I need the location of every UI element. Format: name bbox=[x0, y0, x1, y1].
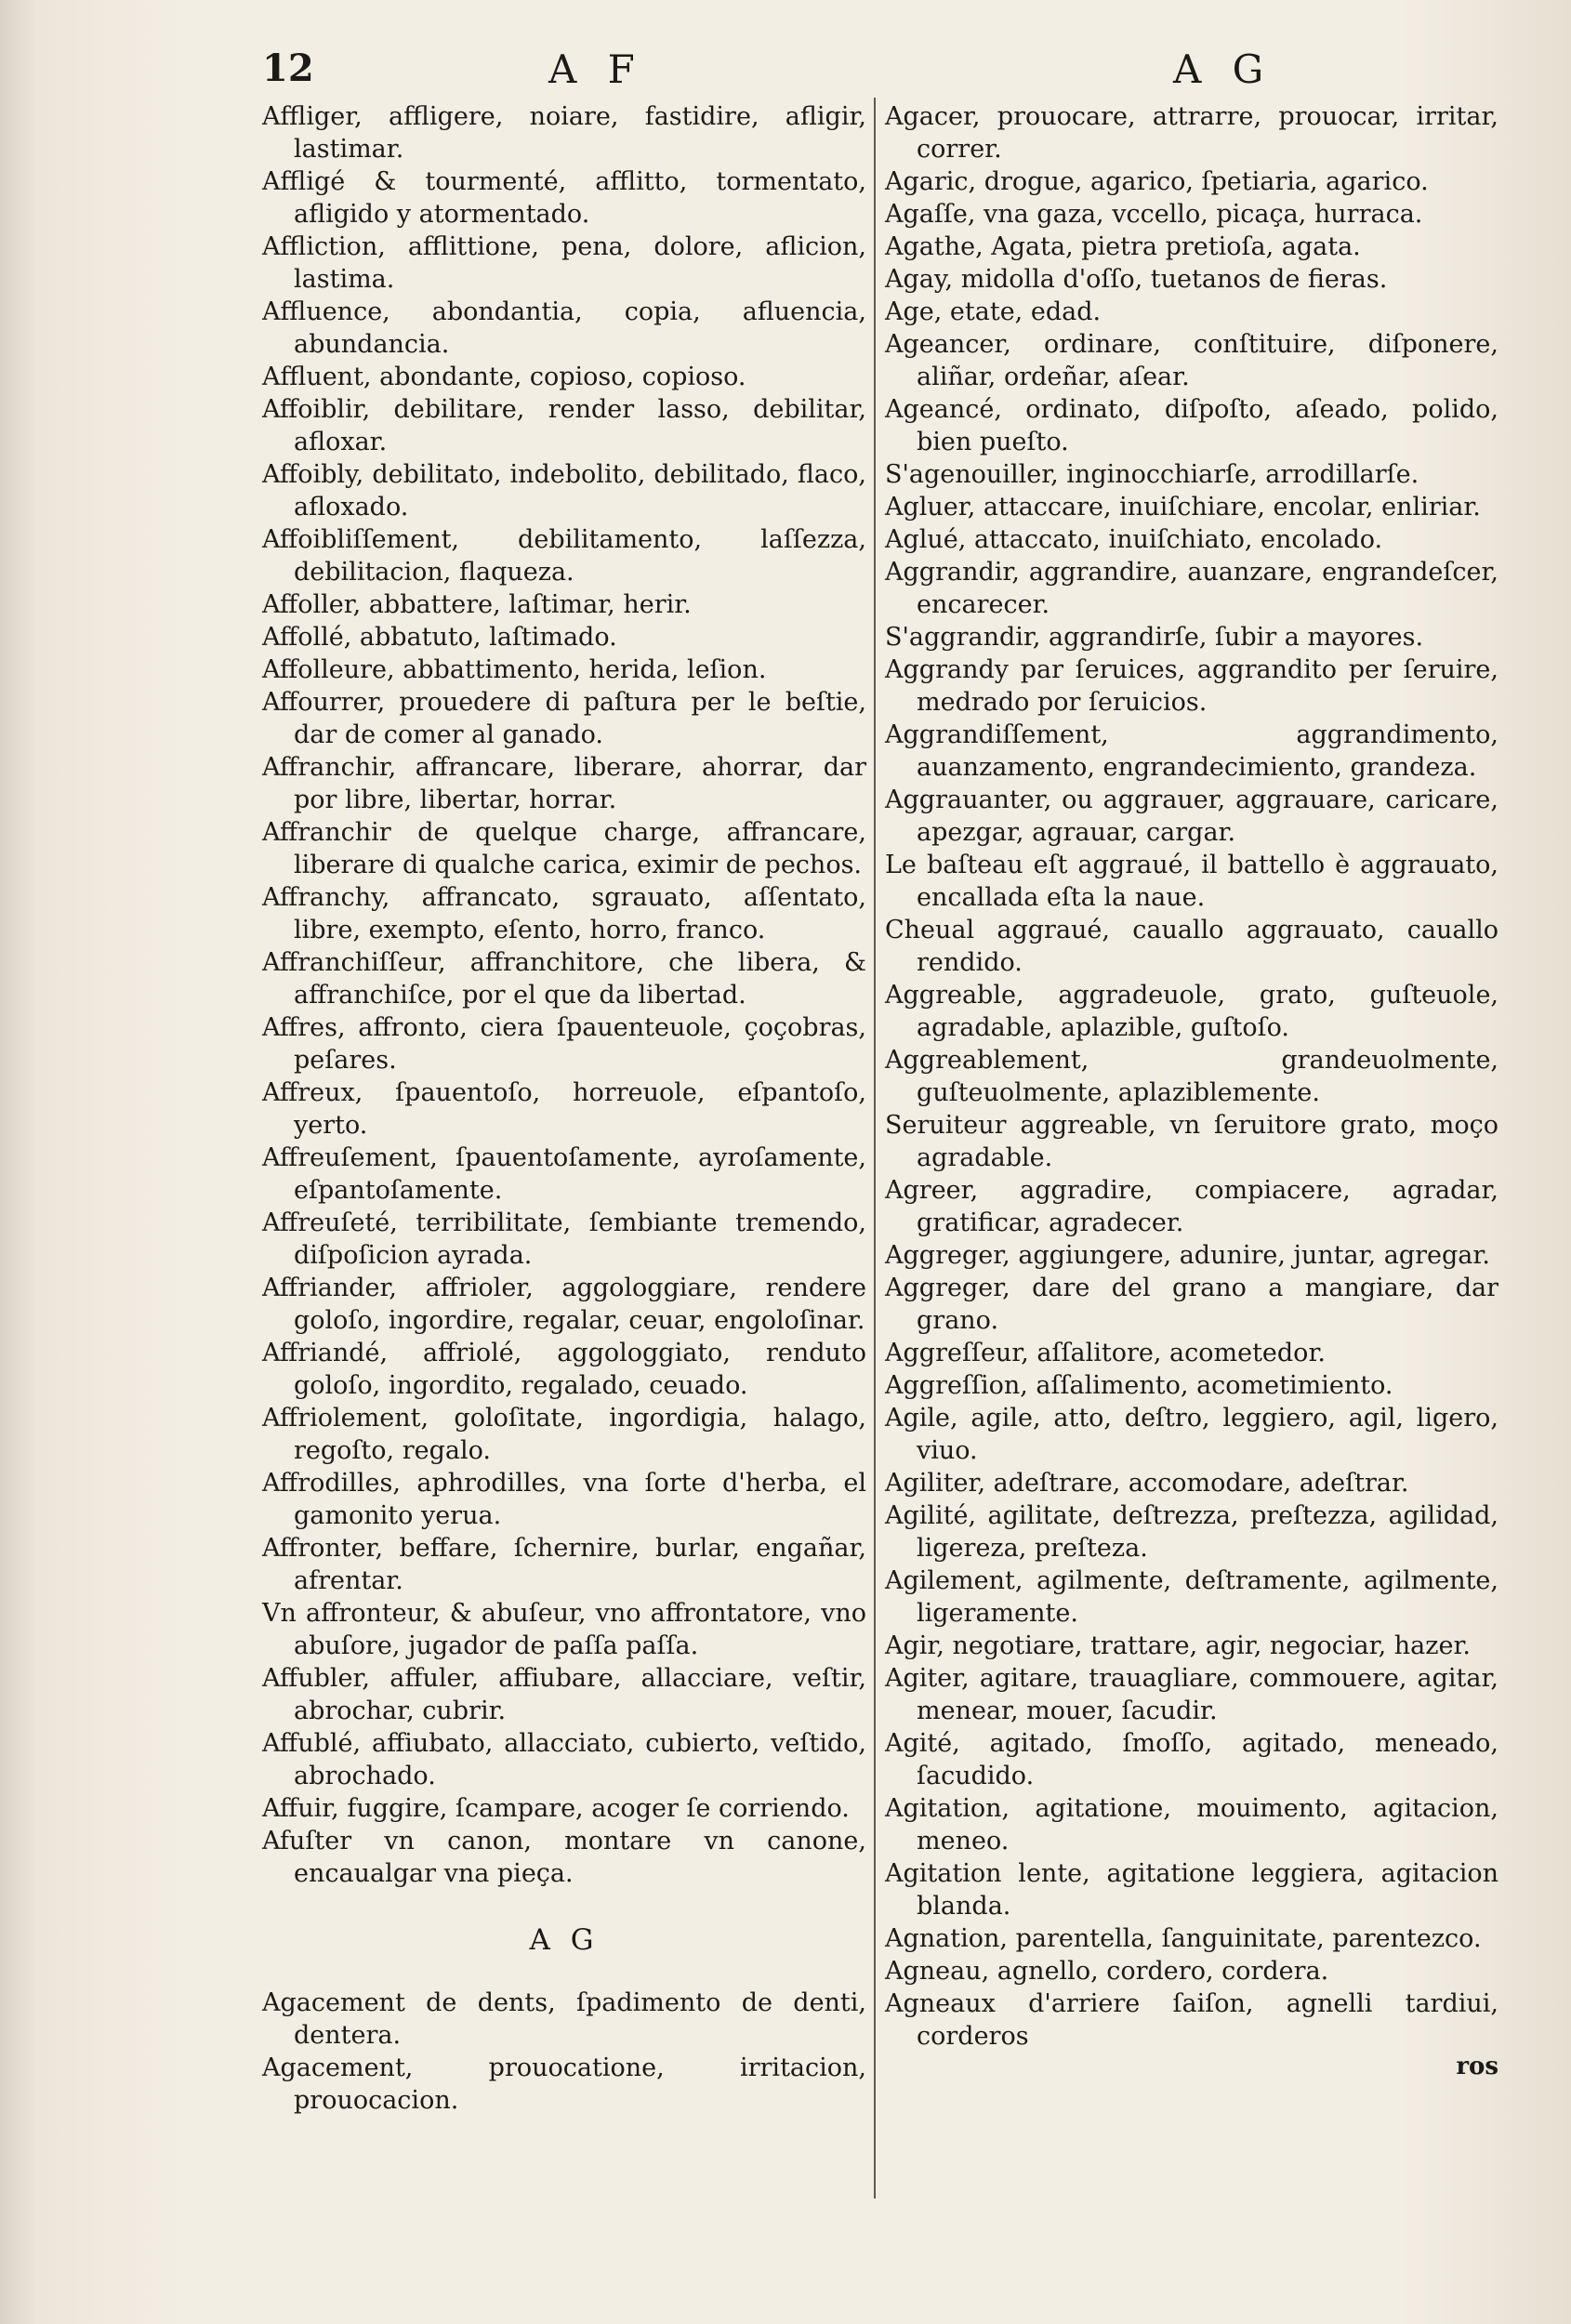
dictionary-entry: Aggreſſeur, aſſalitore, acometedor. bbox=[885, 1339, 1326, 1367]
dictionary-entry: Aglué, attaccato, inuiſchiato, encolado. bbox=[885, 525, 1383, 554]
dictionary-entry: Affligé & tourmenté, afflitto, tormentato, afligido y atormentado. bbox=[262, 167, 866, 229]
dictionary-entry: Agaſſe, vna gaza, vccello, picaça, hurraca. bbox=[885, 200, 1423, 229]
right-entry-list bbox=[885, 100, 1498, 2053]
dictionary-entry: Affranchir de quelque charge, affrancare, liberare di qualche carica, eximir de pechos. bbox=[262, 818, 866, 879]
right-column-heading: A G bbox=[1173, 46, 1274, 92]
running-header bbox=[0, 46, 1571, 102]
dictionary-entry: Agreer, aggradire, compiacere, agradar, gratificar, agradecer. bbox=[885, 1176, 1498, 1237]
dictionary-entry: Agacer, prouocare, attrarre, prouocar, irritar, correr. bbox=[885, 102, 1498, 164]
dictionary-entry: Agité, agitado, ſmoſſo, agitado, meneado, ſacudido. bbox=[885, 1729, 1498, 1790]
dictionary-entry: Affliger, affligere, noiare, fastidire, afligir, lastimar. bbox=[262, 102, 866, 164]
dictionary-entry: Affollé, abbatuto, laſtimado. bbox=[262, 623, 617, 652]
left-column bbox=[262, 100, 866, 2117]
dictionary-entry: Age, etate, edad. bbox=[885, 297, 1102, 326]
dictionary-entry: Agathe, Agata, pietra pretioſa, agata. bbox=[885, 232, 1361, 261]
section-heading: A G bbox=[529, 1923, 600, 1957]
dictionary-entry: Affoller, abbattere, laſtimar, herir. bbox=[262, 590, 692, 619]
dictionary-entry: Affranchir, affrancare, liberare, ahorrar, dar por libre, libertar, horrar. bbox=[262, 753, 866, 814]
dictionary-entry: Agay, midolla d'oſſo, tuetanos de fieras. bbox=[885, 265, 1388, 294]
dictionary-entry: Agir, negotiare, trattare, agir, negociar, hazer. bbox=[885, 1631, 1471, 1660]
dictionary-entry: Aggrandy par ſeruices, aggrandito per ſeruire, medrado por ſeruicios. bbox=[885, 655, 1498, 717]
dictionary-entry: Affreuſement, ſpauentoſamente, ayroſamente, eſpantoſamente. bbox=[262, 1143, 866, 1205]
dictionary-entry: Affriander, affrioler, aggologgiare, rendere goloſo, ingordire, regalar, ceuar, engoloſinar. bbox=[262, 1274, 866, 1335]
dictionary-entry: Aggrandir, aggrandire, auanzare, engrandeſcer, encarecer. bbox=[885, 558, 1498, 619]
dictionary-entry: Agluer, attaccare, inuiſchiare, encolar, enliriar. bbox=[885, 493, 1481, 522]
dictionary-entry: Affublé, affiubato, allacciato, cubierto, veſtido, abrochado. bbox=[262, 1729, 866, 1790]
dictionary-entry: Aggreger, aggiungere, adunire, juntar, agregar. bbox=[885, 1241, 1490, 1270]
right-column bbox=[885, 100, 1498, 2080]
dictionary-entry: Ageancer, ordinare, conſtituire, diſponere, aliñar, ordeñar, aſear. bbox=[885, 330, 1498, 391]
dictionary-entry: Affliction, afflittione, pena, dolore, aflicion, lastima. bbox=[262, 232, 866, 294]
dictionary-entry: Aggreable, aggradeuole, grato, guſteuole, agradable, aplazible, guſtoſo. bbox=[885, 981, 1498, 1042]
dictionary-entry: Affolleure, abbattimento, herida, leſion. bbox=[262, 655, 767, 684]
dictionary-entry: Agilité, agilitate, deſtrezza, preſtezza, agilidad, ligereza, preſteza. bbox=[885, 1501, 1498, 1563]
left-column-heading: A F bbox=[548, 46, 644, 92]
dictionary-entry: Affluence, abondantia, copia, afluencia, abundancia. bbox=[262, 297, 866, 359]
left-ag-entry-list bbox=[262, 1987, 866, 2117]
dictionary-entry: Agneau, agnello, cordero, cordera. bbox=[885, 1957, 1329, 1986]
dictionary-entry: Agaric, drogue, agarico, ſpetiaria, agarico. bbox=[885, 167, 1429, 196]
dictionary-entry: Affluent, abondante, copioso, copioso. bbox=[262, 363, 746, 391]
dictionary-entry: Agile, agile, atto, deſtro, leggiero, agil, ligero, viuo. bbox=[885, 1404, 1498, 1465]
dictionary-entry: Agitation, agitatione, mouimento, agitacion, meneo. bbox=[885, 1794, 1498, 1855]
dictionary-entry: Afuſter vn canon, montare vn canone, encaualgar vna pieça. bbox=[262, 1827, 866, 1888]
dictionary-entry: Affuir, fuggire, ſcampare, acoger ſe corriendo. bbox=[262, 1794, 850, 1823]
dictionary-entry: Affreuſeté, terribilitate, ſembiante tremendo, diſpoſicion ayrada. bbox=[262, 1208, 866, 1270]
dictionary-entry: Affrodilles, aphrodilles, vna ſorte d'herba, el gamonito yerua. bbox=[262, 1469, 866, 1530]
dictionary-entry: Affriandé, affriolé, aggologgiato, renduto goloſo, ingordito, regalado, ceuado. bbox=[262, 1339, 866, 1400]
dictionary-entry: Aggreablement, grandeuolmente, guſteuolmente, aplaziblemente. bbox=[885, 1046, 1498, 1107]
dictionary-entry: Seruiteur aggreable, vn ſeruitore grato, moço agradable. bbox=[885, 1111, 1498, 1172]
dictionary-entry: Agiliter, adeſtrare, accomodare, adeſtrar. bbox=[885, 1469, 1409, 1498]
column-divider bbox=[874, 98, 876, 2199]
dictionary-entry: Agacement de dents, ſpadimento de denti, dentera. bbox=[262, 1988, 866, 2050]
dictionary-entry: Affriolement, goloſitate, ingordigia, halago, regoſto, regalo. bbox=[262, 1404, 866, 1465]
dictionary-entry: Cheual aggraué, cauallo aggrauato, cauallo rendido. bbox=[885, 916, 1498, 977]
dictionary-entry: Agiter, agitare, trauagliare, commouere, agitar, menear, mouer, ſacudir. bbox=[885, 1664, 1498, 1725]
dictionary-entry: Affranchiſſeur, affranchitore, che libera, & affranchiſce, por el que da libertad. bbox=[262, 948, 866, 1010]
dictionary-entry: Affoiblir, debilitare, render lasso, debilitar, afloxar. bbox=[262, 395, 866, 456]
left-entry-list bbox=[262, 100, 866, 1890]
dictionary-entry: Affres, affronto, ciera ſpauenteuole, çoçobras, peſares. bbox=[262, 1013, 866, 1075]
page-number: 12 bbox=[262, 46, 314, 90]
dictionary-entry: Affubler, affuler, affiubare, allacciare, veſtir, abrochar, cubrir. bbox=[262, 1664, 866, 1725]
dictionary-entry: Aggreſſion, aſſalimento, acometimiento. bbox=[885, 1371, 1393, 1400]
catchword: ros bbox=[1456, 2053, 1498, 2080]
dictionary-entry: S'agenouiller, inginocchiarſe, arrodillarſe. bbox=[885, 460, 1419, 489]
dictionary-entry: Affreux, ſpauentoſo, horreuole, eſpantoſo, yerto. bbox=[262, 1078, 866, 1140]
dictionary-entry: Agitation lente, agitatione leggiera, agitacion blanda. bbox=[885, 1859, 1498, 1921]
dictionary-entry: S'aggrandir, aggrandirſe, ſubir a mayores. bbox=[885, 623, 1424, 652]
dictionary-entry: Affranchy, affrancato, sgrauato, aſſentato, libre, exempto, eſento, horro, franco. bbox=[262, 883, 866, 944]
dictionary-entry: Vn affronteur, & abuſeur, vno affrontatore, vno abuſore, jugador de paſſa paſſa. bbox=[262, 1599, 866, 1660]
dictionary-entry: Le baſteau eſt aggraué, il battello è aggrauato, encallada eſta la naue. bbox=[885, 851, 1498, 912]
dictionary-entry: Agneaux d'arriere ſaiſon, agnelli tardiui, corderos bbox=[885, 1989, 1498, 2051]
dictionary-entry: Agacement, prouocatione, irritacion, prouocacion. bbox=[262, 2053, 866, 2115]
dictionary-entry: Agnation, parentella, ſanguinitate, parentezco. bbox=[885, 1924, 1482, 1953]
dictionary-entry: Affoibliſſement, debilitamento, laſſezza, debilitacion, flaqueza. bbox=[262, 525, 866, 587]
dictionary-entry: Aggrandiſſement, aggrandimento, auanzamento, engrandecimiento, grandeza. bbox=[885, 720, 1498, 782]
dictionary-entry: Agilement, agilmente, deſtramente, agilmente, ligeramente. bbox=[885, 1566, 1498, 1628]
dictionary-entry: Aggreger, dare del grano a mangiare, dar grano. bbox=[885, 1274, 1498, 1335]
dictionary-entry: Aggrauanter, ou aggrauer, aggrauare, caricare, apezgar, agrauar, cargar. bbox=[885, 786, 1498, 847]
dictionary-entry: Ageancé, ordinato, diſpoſto, aſeado, polido, bien pueſto. bbox=[885, 395, 1498, 456]
dictionary-entry: Affronter, beffare, ſchernire, burlar, engañar, afrentar. bbox=[262, 1534, 866, 1595]
dictionary-entry: Affoibly, debilitato, indebolito, debilitado, flaco, afloxado. bbox=[262, 460, 866, 522]
dictionary-entry: Affourrer, prouedere di paſtura per le beſtie, dar de comer al ganado. bbox=[262, 688, 866, 749]
